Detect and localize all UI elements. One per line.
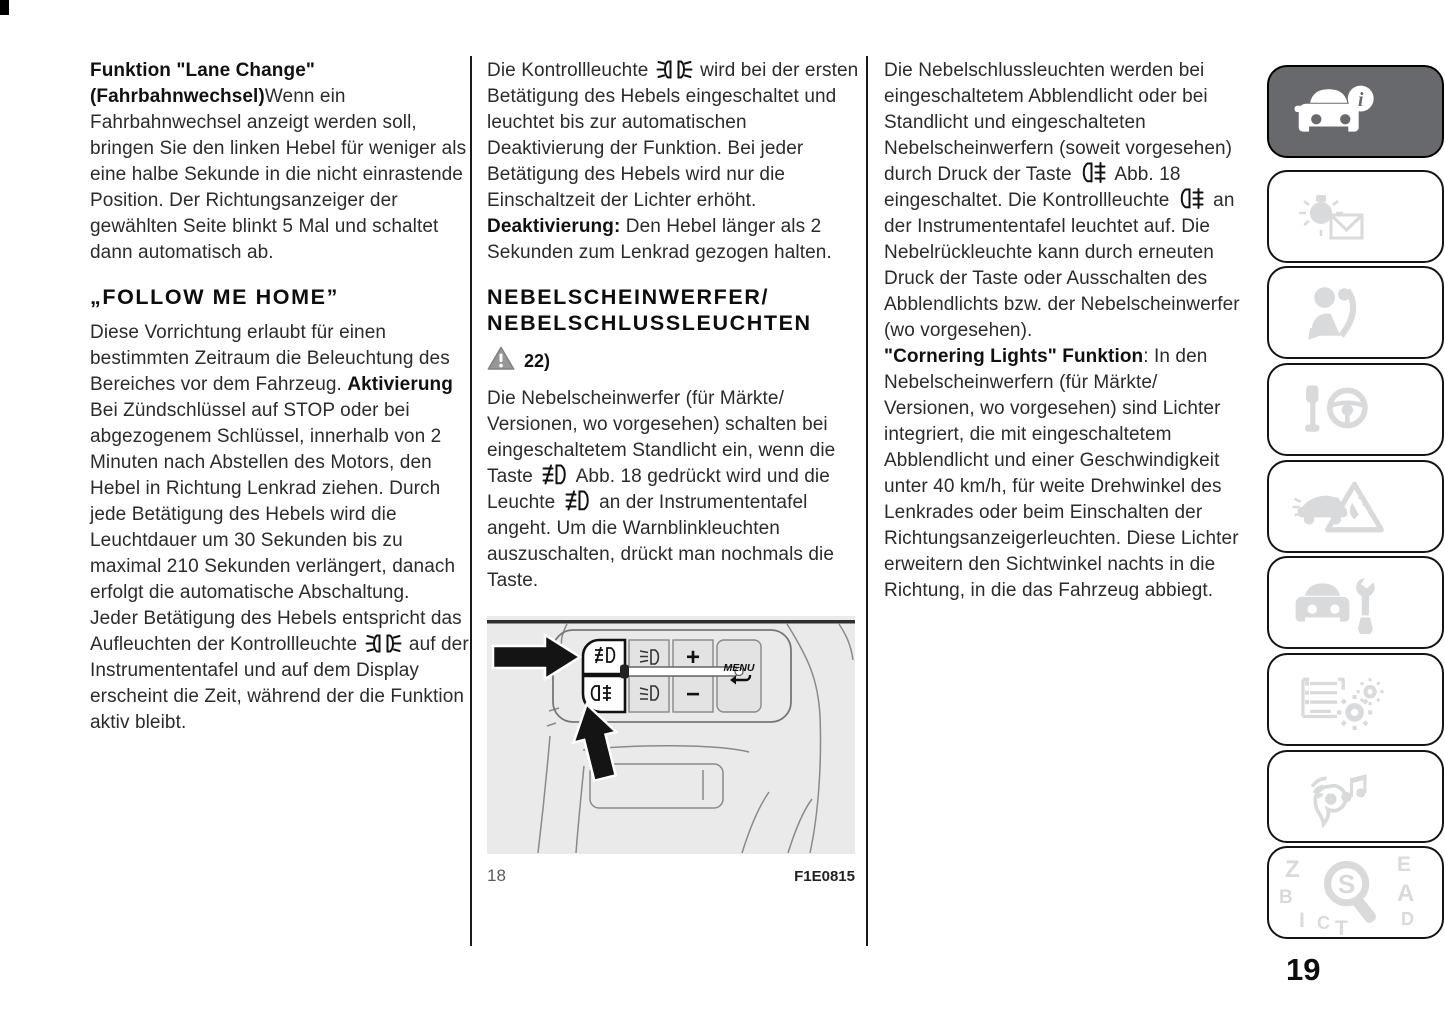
position-lights-icon (365, 634, 402, 653)
index-letters: Z E B A I C T D (1279, 853, 1415, 940)
paragraph (487, 386, 859, 594)
text: Abb. 18 gedrückt wird und die Leuchte (487, 466, 830, 513)
dashboard-buttons-illustration (487, 616, 855, 856)
text: Bei Zündschlüssel auf STOP oder bei abgezogenem Schlüssel, innerhalb von 2 Minuten nach Abstellen des Motors, den Hebel in Richtung Lenkrad ziehen. Durch jede Betätigung des Hebels wird die Leuchtdauer um 30 Sekunden bis zu maximal 210 Sekunden verlängert, danach erfolgt die automatische Abschaltung. (90, 400, 456, 603)
menu-button-label: MENU (723, 662, 755, 674)
multimedia-icon (1282, 766, 1390, 828)
paragraph (884, 344, 1248, 604)
warning-note (487, 346, 859, 376)
rear-fog-icon (1079, 162, 1108, 183)
sidebar-tab-index[interactable] (1267, 846, 1444, 939)
column-divider (470, 56, 472, 946)
sidebar-tab-maintenance[interactable] (1267, 556, 1444, 649)
warning-ref-label: 22) (524, 350, 551, 371)
sidebar-tab-technical-data[interactable] (1267, 653, 1444, 746)
position-lights-icon (656, 60, 693, 79)
text: Abb. 18 eingeschaltet. Die Kontrollleuchte (884, 164, 1181, 211)
column-left (90, 58, 470, 736)
column-middle (487, 58, 859, 886)
text: Wenn ein Fahrbahnwechsel anzeigt werden soll, bringen Sie den linken Hebel für weniger als eine halbe Sekunde in die nicht einrastende Position. Der Richtungsanzeiger der gewählten Seite blinkt 5 Mal und schaltet dann automatisch ab. (90, 86, 467, 263)
bold-text: Funktion "Lane Change" (Fahrbahnwechsel) (90, 60, 315, 107)
paragraph (90, 58, 470, 266)
svg-text:S: S (1337, 869, 1356, 900)
section-heading: NEBELSCHEINWERFER/ NEBELSCHLUSSLEUCHTEN (487, 285, 812, 335)
seatbelt-airbag-icon (1282, 282, 1390, 344)
warning-triangle-icon (487, 346, 515, 376)
text: Diese Vorrichtung erlaubt für einen bestimmten Zeitraum die Beleuchtung des Bereiches vor dem Fahrzeug. (90, 322, 450, 395)
text: : In den Nebelscheinwerfern (für Märkte/ Versionen, wo vorgesehen) sind Lichter integriert, die mit eingeschaltetem Abblendlicht und einer Geschwindigkeit unter 40 km/h, für weite Drehwinkel des Lenkrades oder beim Einschalten der Richtungsanzeigerleuchten. Diese Lichter erweitern den Sichtwinkel nachts in die Richtung, in die das Fahrzeug abbiegt. (884, 346, 1239, 601)
page-number: 19 (1286, 952, 1321, 987)
bold-text: Deaktivierung: (487, 216, 621, 237)
plus-button-label: + (685, 644, 701, 671)
scan-corner-mark (0, 0, 9, 15)
sidebar-tab-emergency[interactable] (1267, 460, 1444, 553)
column-divider (866, 56, 868, 946)
paragraph (884, 58, 1248, 344)
text: Jeder Betätigung des Hebels entspricht das Aufleuchten der Kontrollleuchte (90, 608, 462, 655)
paragraph (487, 214, 859, 266)
minus-button-label: − (685, 681, 701, 708)
text: wird bei der ersten Betätigung des Hebels eingeschaltet und leuchtet bis zur automatischen Deaktivierung der Funktion. Bei jeder Betätigung des Hebels wird nur die Einschaltzeit der Lichter erhöht. (487, 60, 859, 211)
front-fog-icon (563, 490, 592, 511)
warning-light-message-icon (1282, 187, 1390, 247)
sidebar-tab-safety[interactable] (1267, 266, 1444, 359)
text: Die Kontrollleuchte (487, 60, 654, 81)
spec-sheet-gear-icon (1282, 669, 1390, 731)
bold-text: "Cornering Lights" Funktion (884, 346, 1144, 367)
sidebar-tab-multimedia[interactable] (1267, 750, 1444, 843)
figure-code: F1E0815 (794, 868, 855, 885)
car-wrench-icon (1282, 572, 1394, 634)
figure-18-fog-light-buttons (487, 616, 855, 886)
text: auf der Instrumententafel und auf dem Display erscheint die Zeit, während der die Funktion aktiv bleibt. (90, 634, 469, 733)
bold-text: Aktivierung (347, 374, 453, 395)
sidebar-tab-starting-driving[interactable] (1267, 363, 1444, 456)
text: an der Instrumententafel angeht. Um die Warnblinkleuchten auszuschalten, drückt man nochmals die Taste. (487, 492, 835, 591)
magnifier-icon (1299, 850, 1399, 934)
paragraph (487, 58, 859, 214)
figure-number: 18 (487, 866, 506, 885)
rear-fog-icon (1177, 188, 1206, 209)
paragraph (90, 606, 470, 736)
paragraph (90, 320, 470, 606)
text: Die Nebelschlussleuchten werden bei eingeschaltetem Abblendlicht oder bei Standlicht und eingeschalteten Nebelscheinwerfern (soweit vorgesehen) durch Druck der Taste (884, 60, 1233, 185)
svg-text:i: i (1358, 89, 1364, 111)
text: an der Instrumententafel leuchtet auf. Die Nebelrückleuchte kann durch erneuten Druck der Taste oder Ausschalten des Abblendlichts bzw. der Nebelscheinwerfer (wo vorgesehen). (884, 190, 1240, 341)
text: Die Nebelscheinwerfer (für Märkte/ Versionen, wo vorgesehen) schalten bei eingeschaltetem Standlicht ein, wenn die Taste (487, 388, 836, 487)
sidebar-tab-warning-lights[interactable] (1267, 170, 1444, 263)
text: Den Hebel länger als 2 Sekunden zum Lenkrad gezogen halten. (487, 216, 832, 263)
car-info-icon (1282, 81, 1394, 143)
car-warning-triangle-icon (1282, 476, 1398, 538)
key-steering-wheel-icon (1282, 379, 1390, 441)
sidebar-tab-vehicle-info[interactable] (1267, 65, 1444, 158)
front-fog-icon (540, 464, 569, 485)
section-heading: „FOLLOW ME HOME” (90, 285, 339, 309)
column-right (884, 58, 1248, 604)
